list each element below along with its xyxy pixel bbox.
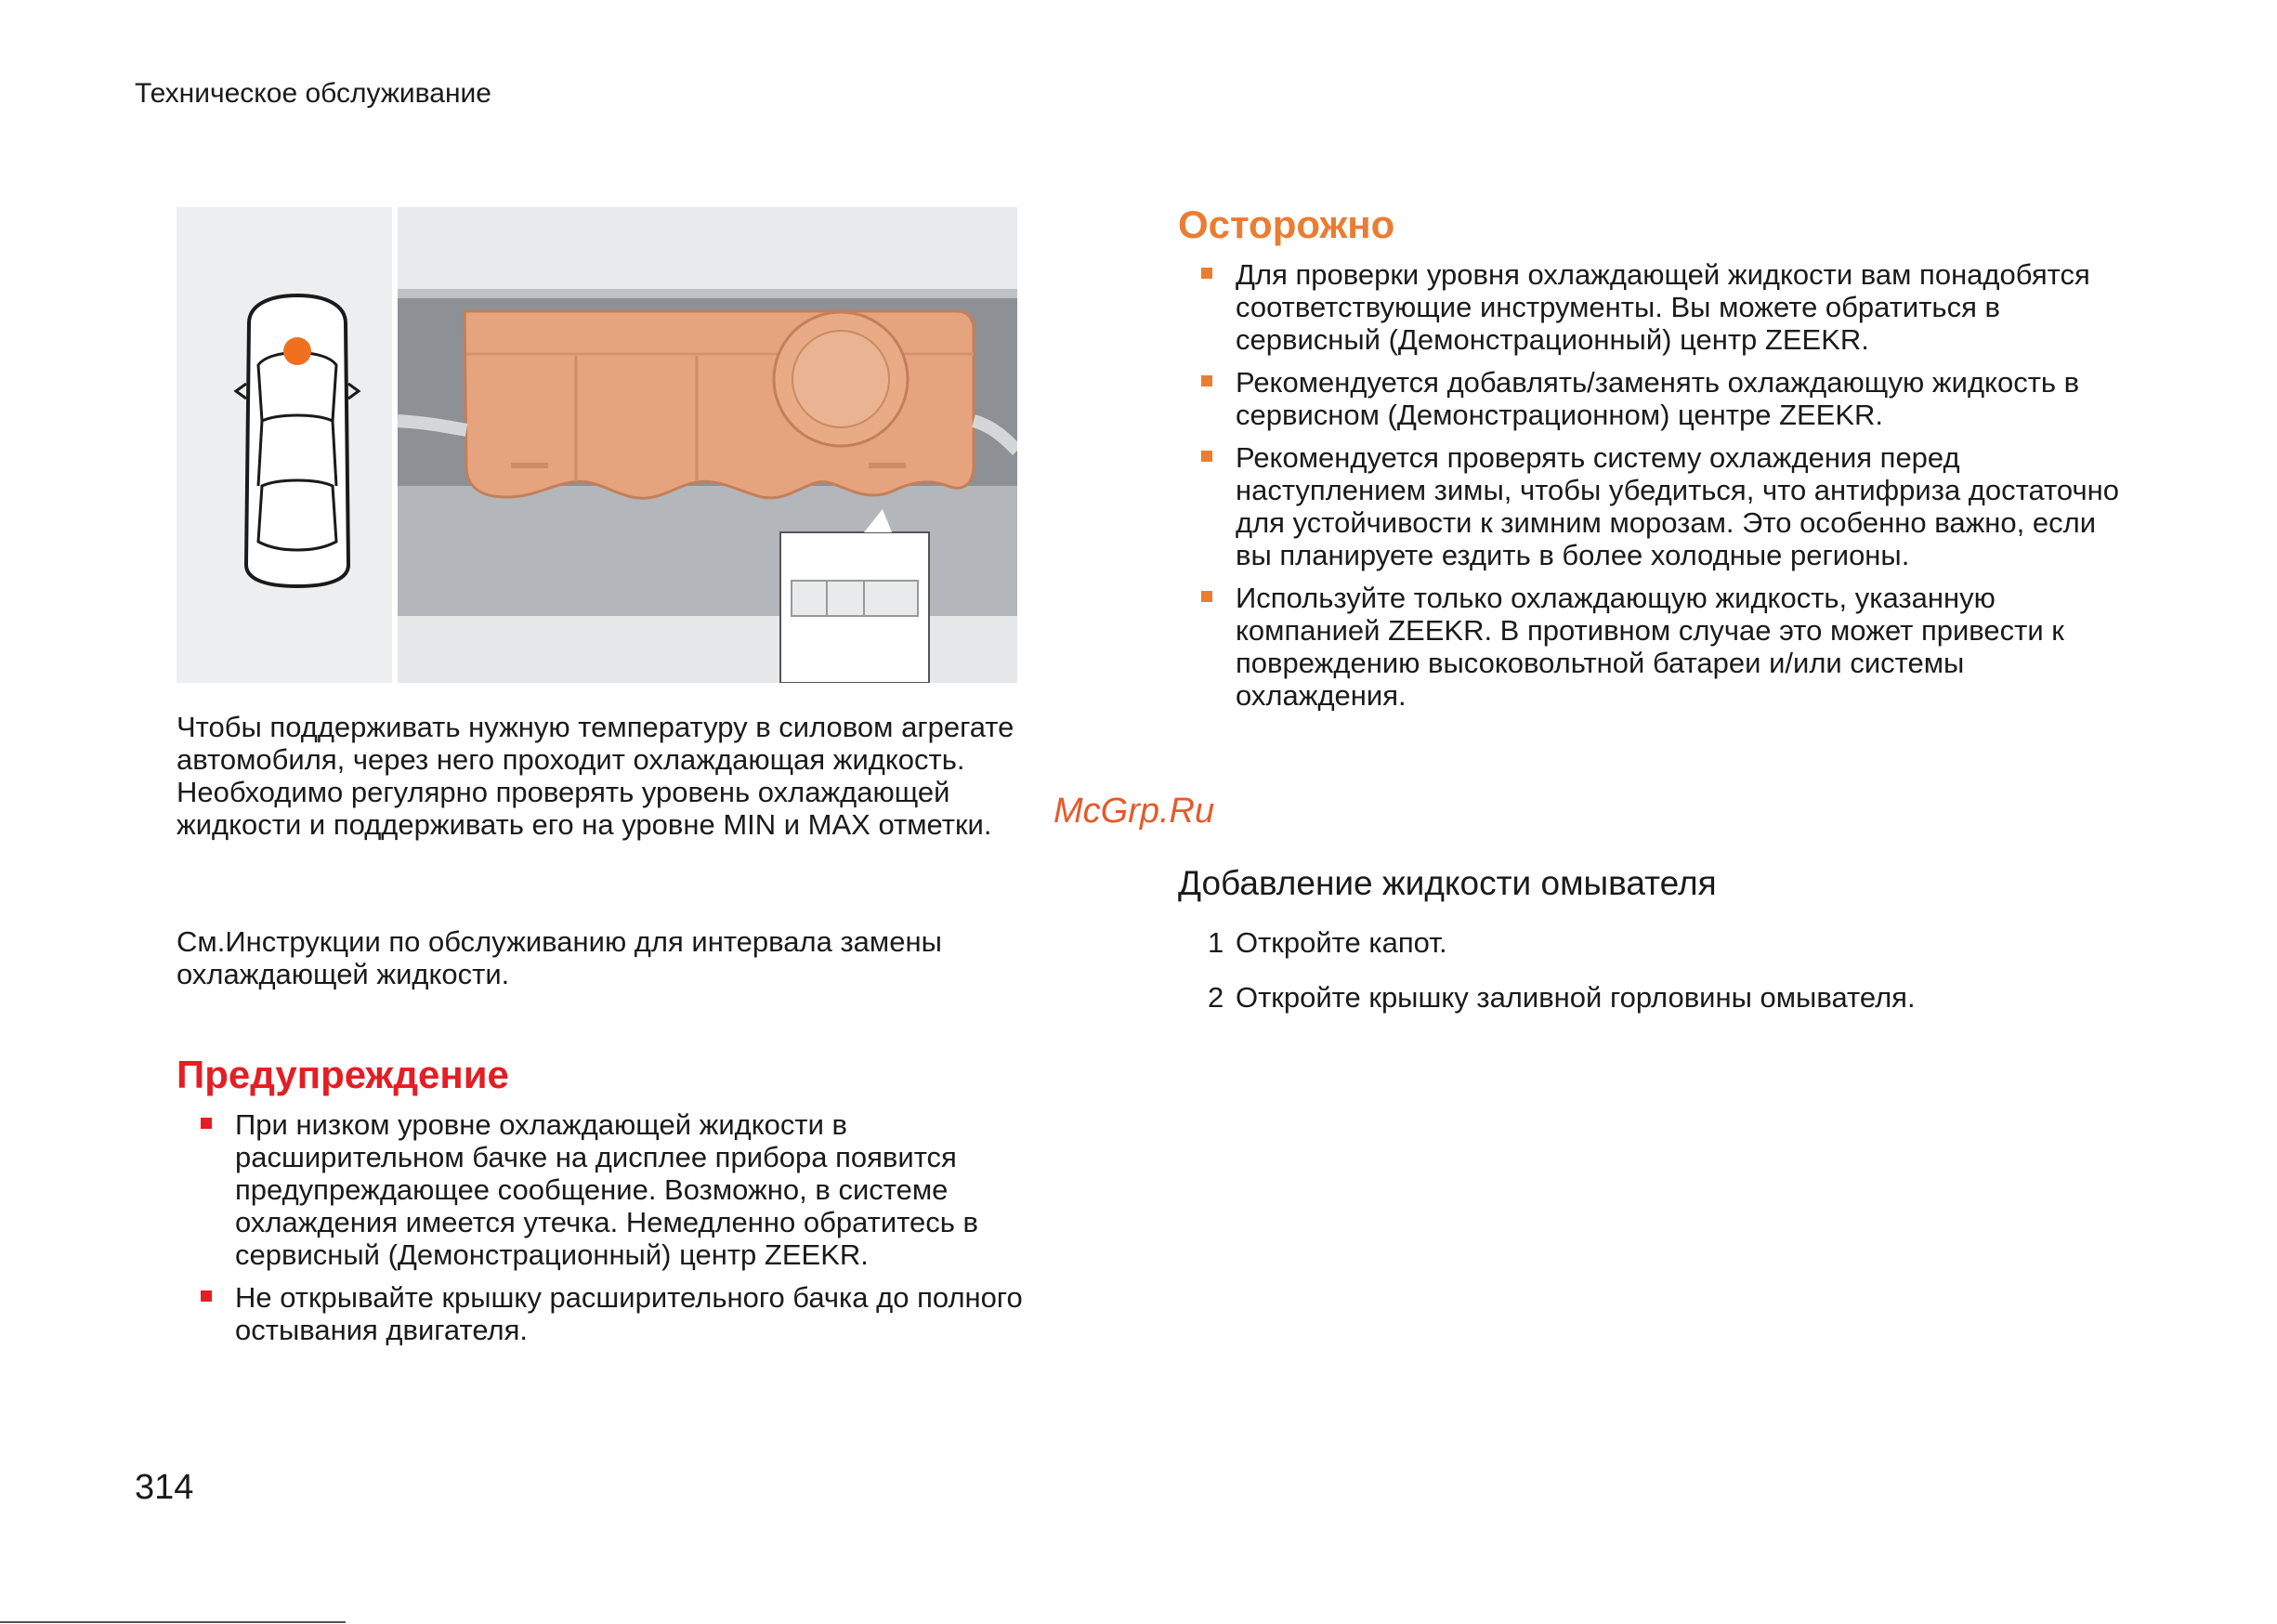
expansion-tank-icon (465, 311, 974, 498)
washer-steps (1208, 926, 2127, 1014)
reference-paragraph: См.Инструкции по обслуживанию для интервала замены охлаждающей жидкости. (177, 925, 942, 990)
warning-item: Не открывайте крышку расширительного бачка до полного остывания двигателя. (235, 1281, 1053, 1346)
section-title: Техническое обслуживание (135, 78, 491, 109)
orange-bullet-icon (1201, 375, 1212, 386)
red-bullet-icon (201, 1290, 212, 1302)
watermark: McGrp.Ru (1053, 792, 1215, 831)
orange-bullet-icon (1201, 451, 1212, 462)
caution-item: Для проверки уровня охлаждающей жидкости вам понадобятся соответствующие инструменты. Вы можете обратиться в сервисный (Демонстрационный) центр ZEEKR. (1236, 258, 2127, 356)
orange-bullet-icon (1201, 268, 1212, 279)
caution-list (1236, 258, 2127, 722)
red-bullet-icon (201, 1118, 212, 1129)
caution-item: Рекомендуется добавлять/заменять охлаждающую жидкость в сервисном (Демонстрационном) центре ZEEKR. (1236, 366, 2127, 431)
warning-item: При низком уровне охлаждающей жидкости в расширительном бачке на дисплее прибора появится предупреждающее сообщение. Возможно, в системе охлаждения имеется утечка. Немедленно обратитесь в сервисный (Демонстрационный) центр ZEEKR. (235, 1108, 1053, 1271)
caution-item: Используйте только охлаждающую жидкость, указанную компанией ZEEKR. В противном случае это может привести к повреждению высоковольтной батареи и/или системы охлаждения. (1236, 582, 2127, 712)
orange-bullet-icon (1201, 591, 1212, 602)
car-top-view-icon (236, 295, 359, 586)
warning-list (235, 1108, 1053, 1356)
warning-heading: Предупреждение (177, 1053, 509, 1096)
washer-heading: Добавление жидкости омывателя (1178, 864, 1717, 902)
caution-item: Рекомендуется проверять систему охлаждения перед наступлением зимы, чтобы убедиться, что антифриза достаточно для устойчивости к зимним морозам. Это особенно важно, если вы планируете ездить в более холодные регионы. (1236, 441, 2127, 571)
coolant-tank-illustration (177, 207, 1017, 683)
intro-paragraph: Чтобы поддерживать нужную температуру в силовом агрегате автомобиля, через него проходит охлаждающая жидкость. Необходимо регулярно проверять уровень охлаждающей жидкости и поддерживать его на уровне MIN и MAX отметки. (177, 711, 1014, 841)
page-number: 314 (135, 1468, 194, 1507)
washer-step: 1 Откройте капот. (1208, 926, 1447, 959)
caution-heading: Осторожно (1178, 203, 1395, 246)
washer-step: 2 Откройте крышку заливной горловины омывателя. (1208, 981, 1916, 1014)
footer-rule (0, 1621, 346, 1623)
location-marker-icon (283, 337, 311, 365)
